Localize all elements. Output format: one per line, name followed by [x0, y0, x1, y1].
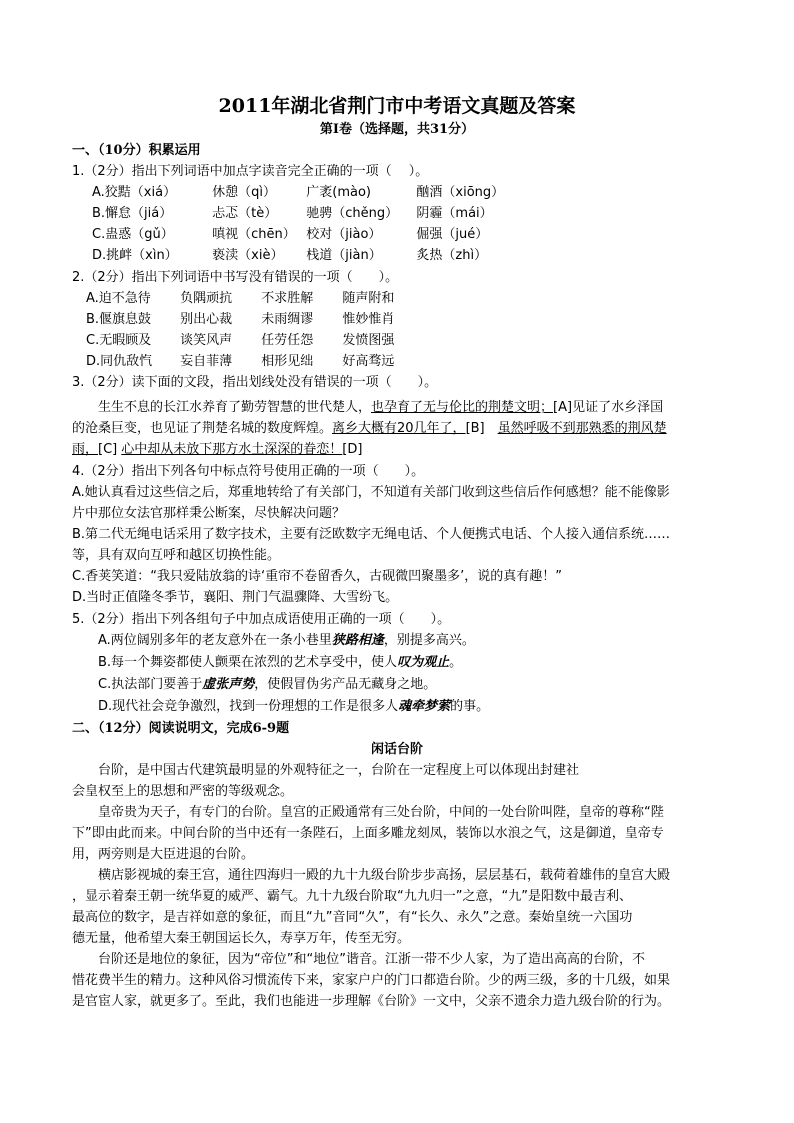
- q5-b-idiom: 叹为观止: [397, 655, 450, 670]
- q4-option-b-line-2: 等，具有双向互呼和越区切换性能。: [72, 548, 281, 563]
- question-1-stem: 1.（2分）指出下列词语中加点字读音完全正确的一项（ ）。: [72, 164, 429, 179]
- question-4-stem: 4.（2分）指出下列各句中标点符号使用正确的一项（ ）。: [72, 464, 425, 479]
- q1-a-4: 酗酒（xiōng）: [416, 185, 505, 200]
- q3-passage-line-3: [72, 440, 362, 460]
- q5-a-tail: ，别提多高兴。: [383, 633, 475, 648]
- question-1-row-a: [92, 183, 504, 203]
- q3-mark-c: [C]: [98, 442, 118, 457]
- q3-underline-c: 虽然呼吸不到那熟悉的荆风楚: [497, 421, 667, 436]
- article-line: 会皇权至上的思想和严密的等级观念。: [72, 784, 294, 799]
- q2-a-3: 不求胜解: [261, 291, 314, 306]
- q3-mark-d: [D]: [342, 442, 363, 457]
- q2-a-4: 随声附和: [342, 291, 395, 306]
- section-one-heading: 一、（10分）积累运用: [72, 143, 201, 158]
- q2-b-2: 别出心裁: [180, 312, 233, 327]
- q2-c-1: C.无暇顾及: [86, 333, 152, 348]
- q2-b-4: 惟妙惟肖: [342, 312, 395, 327]
- article-line: 用，两旁则是大臣进退的台阶。: [72, 847, 255, 862]
- question-2-row-d: [86, 352, 394, 372]
- q5-c-idiom: 虚张声势: [202, 677, 255, 692]
- q5-option-c: [98, 675, 436, 695]
- q1-c-4: 倔强（jué）: [416, 227, 489, 242]
- article-line: 台阶，是中国古代建筑最明显的外观特征之一，台阶在一定程度上可以体现出封建社: [72, 763, 580, 778]
- q3-text-1a: 生生不息的长江水养育了勤劳智慧的世代楚人，: [98, 400, 372, 415]
- q1-b-2: 忐忑（tè）: [212, 206, 278, 221]
- question-2-row-c: [86, 331, 394, 351]
- q2-a-2: 负隅顽抗: [180, 291, 233, 306]
- q5-d-tail: 的事。: [450, 699, 490, 714]
- q1-d-2: 亵渎（xiè）: [212, 248, 284, 263]
- question-2-row-a: [86, 289, 394, 309]
- q3-underline-b: 离乡大概有20几年了，: [332, 421, 466, 436]
- q4-option-a-line-1: A.她认真看过这些信之后，郑重地转给了有关部门，不知道有关部门收到这些信后作何感想？能不能像影: [72, 485, 670, 500]
- q5-b-tail: 。: [449, 655, 463, 670]
- question-3-stem: 3.（2分）读下面的文段，指出划线处没有错误的一项（ ）。: [72, 375, 438, 390]
- q3-text-2a: 的沧桑巨变，也见证了荆楚名城的数度辉煌。: [72, 421, 333, 436]
- q2-d-1: D.同仇敌忾: [86, 354, 153, 369]
- q2-c-3: 任劳任怨: [261, 333, 314, 348]
- q2-d-2: 妄自菲薄: [180, 354, 233, 369]
- q5-c-text: C.执法部门要善于: [98, 677, 203, 692]
- q5-option-d: [98, 697, 489, 717]
- q4-option-a-line-2: 片中那位女法官那样秉公断案，尽快解决问题？: [72, 506, 346, 521]
- q3-mark-b: [B]: [465, 421, 498, 436]
- q4-option-c: C.香荚笑道：“我只爱陆放翁的诗‘重帘不卷留香久，古砚微凹聚墨多’，说的真有趣！”: [72, 569, 562, 584]
- article-line: 是官宦人家，就更多了。至此，我们也能进一步理解《台阶》一文中，父亲不遗余力造九级台阶的行为。: [72, 994, 671, 1009]
- section-two-heading: 二、（12分）阅读说明文，完成6-9题: [72, 721, 290, 736]
- q5-b-text: B.每一个舞姿都使人颤栗在浓烈的艺术享受中，使人: [98, 655, 398, 670]
- q2-b-3: 未雨绸谬: [261, 312, 314, 327]
- article-line: 惜花费半生的精力。这种风俗习惯流传下来，家家户户的门口都造台阶。少的两三级，多的十几级，如果: [72, 973, 671, 988]
- q3-passage-line-2: [72, 419, 667, 439]
- q2-d-3: 相形见绌: [261, 354, 314, 369]
- q3-mark-a: [A]见证了水乡泽国: [553, 400, 664, 415]
- q1-c-2: 嗔视（chēn）: [212, 227, 296, 242]
- question-2-row-b: [86, 310, 394, 330]
- q4-option-b-line-1: B.第二代无绳电话采用了数字技术，主要有泛欧数字无绳电话、个人便携式电话、个人接入通信系统……: [72, 527, 671, 542]
- article-line: 皇帝贵为天子，有专门的台阶。皇宫的正殿通常有三处台阶，中间的一处台阶叫陛，皇帝的尊称“陛: [72, 805, 664, 820]
- article-line: 德无量，他希望大秦王朝国运长久，寿享万年，传至无穷。: [72, 931, 411, 946]
- article-line: ，显示着秦王朝一统华夏的威严、霸气。九十九级台阶取“九九归一”之意，“九”是阳数中最吉利、: [72, 889, 632, 904]
- q4-option-d: D.当时正值隆冬季节，襄阳、荆门气温骤降、大雪纷飞。: [72, 590, 399, 605]
- q2-a-1: A.迫不急待: [86, 291, 151, 306]
- question-2-stem: 2.（2分）指出下列词语中书写没有错误的一项（ ）。: [72, 270, 399, 285]
- article-line: 最高位的数字，是吉祥如意的象征，而且“九”音同“久”，有“长久、永久”之意。秦始皇统一六国功: [72, 910, 633, 925]
- q2-b-1: B.偃旗息鼓: [86, 312, 152, 327]
- article-line: 台阶还是地位的象征，因为“帝位”和“地位”谐音。江浙一带不少人家，为了造出高高的台阶，不: [72, 952, 645, 967]
- article-line: 下”即由此而来。中间台阶的当中还有一条陛石，上面多雕龙刻凤，装饰以水浪之气，这是御道，皇帝专: [72, 826, 664, 841]
- article-line: 横店影视城的秦王宫，通往四海归一殿的九十九级台阶步步高扬，层层基石，载荷着雄伟的皇宫大殿: [72, 868, 671, 883]
- q1-d-3: 栈道（jiàn）: [306, 248, 382, 263]
- q5-option-b: [98, 653, 462, 673]
- q1-d-4: 炙热（zhì）: [416, 248, 488, 263]
- q5-c-tail: ，使假冒伪劣产品无藏身之地。: [254, 677, 437, 692]
- q3-underline-d: 心中却从未放下那方水土深深的眷恋！: [121, 442, 343, 457]
- q1-b-3: 驰骋（chěng）: [306, 206, 399, 221]
- q1-b-4: 阴霾（mái）: [416, 206, 493, 221]
- q5-option-a: [98, 631, 475, 651]
- question-1-row-d: [92, 246, 487, 266]
- q1-a-1: A.狡黠（xiá）: [92, 185, 177, 200]
- article-title: 闲话台阶: [370, 742, 423, 757]
- question-1-row-c: [92, 225, 488, 245]
- question-1-row-b: [92, 204, 493, 224]
- q2-d-4: 好高骛远: [342, 354, 395, 369]
- q5-d-idiom: 魂牵梦萦: [398, 699, 451, 714]
- document-title: 2011年湖北省荆门市中考语文真题及答案: [218, 95, 576, 117]
- part-one-heading: 第Ⅰ卷（选择题，共31分）: [319, 122, 475, 137]
- q5-a-idiom: 狭路相逢: [331, 633, 384, 648]
- q5-d-text: D.现代社会竞争激烈，找到一份理想的工作是很多人: [98, 699, 399, 714]
- q1-a-2: 休憩（qì）: [212, 185, 277, 200]
- q1-c-1: C.蛊惑（gǔ）: [92, 227, 174, 242]
- q2-c-4: 发愤图强: [342, 333, 395, 348]
- q1-b-1: B.懈怠（jiá）: [92, 206, 173, 221]
- q5-a-text: A.两位阔别多年的老友意外在一条小巷里: [98, 633, 332, 648]
- q3-text-3a: 雨，: [72, 442, 99, 457]
- q1-c-3: 校对（jiào）: [306, 227, 382, 242]
- q3-passage-line-1: [98, 398, 663, 418]
- q1-a-3: 广袤(mào): [306, 185, 372, 200]
- q1-d-1: D.挑衅（xìn）: [92, 248, 178, 263]
- question-5-stem: 5.（2分）指出下列各组句子中加点成语使用正确的一项（ ）。: [72, 612, 451, 627]
- q2-c-2: 谈笑风声: [180, 333, 233, 348]
- q3-underline-a: 也孕育了无与伦比的荆楚文明；: [371, 400, 554, 415]
